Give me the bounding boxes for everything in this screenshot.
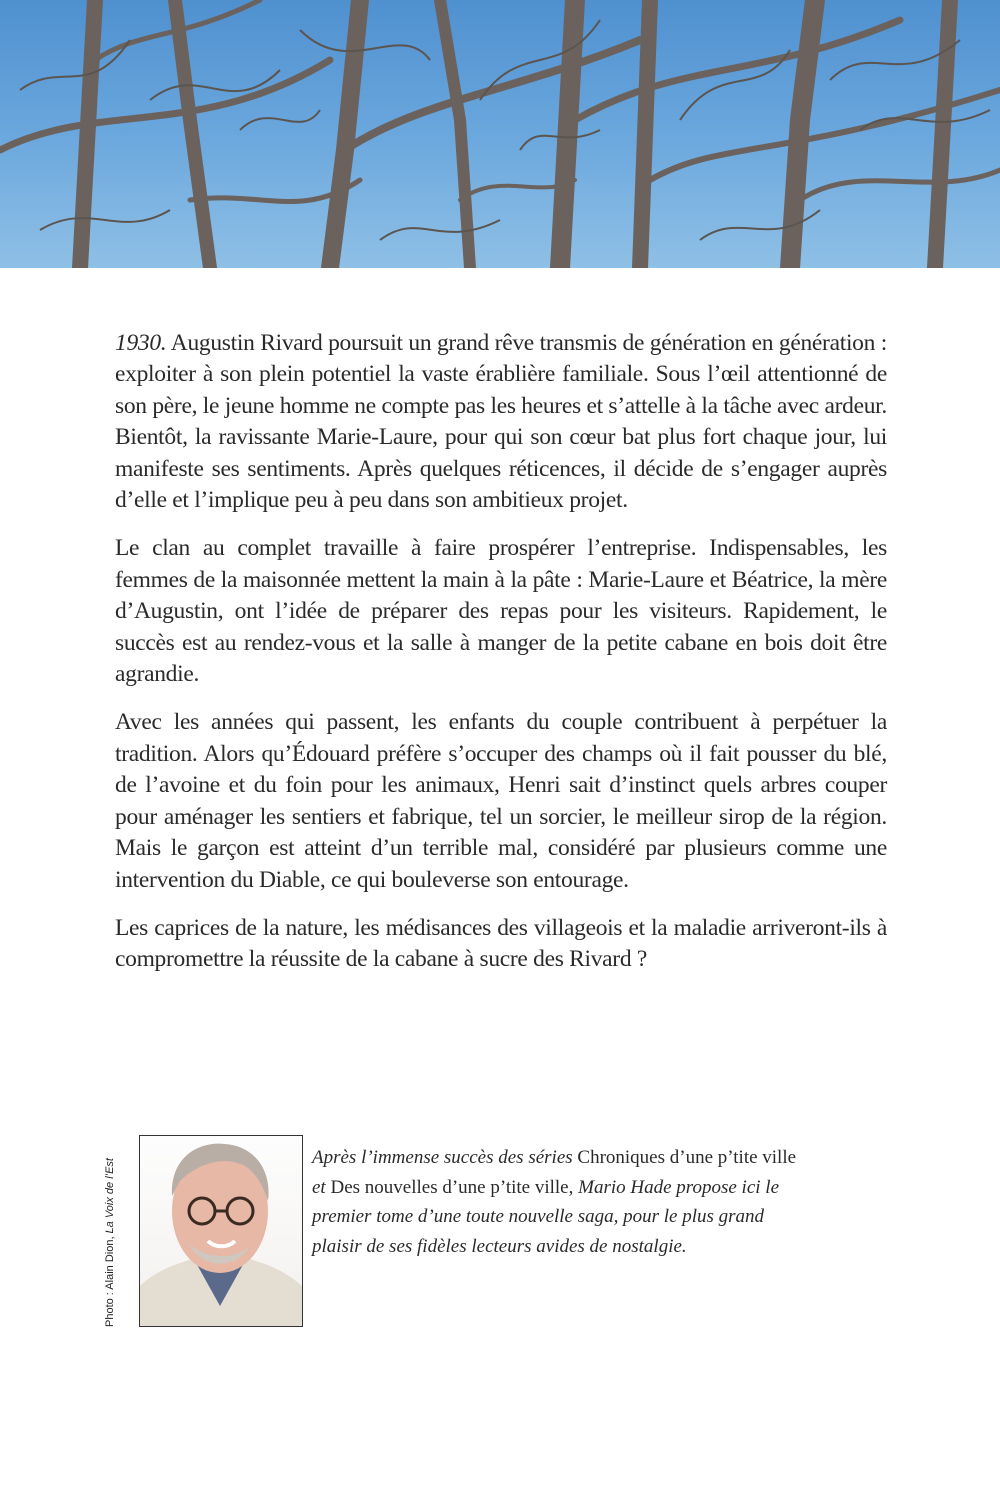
- bare-trees-illustration: [0, 0, 1000, 268]
- author-photo: [139, 1135, 303, 1327]
- summary-paragraph-2: Le clan au complet travaille à faire prospérer l’entreprise. Indispensables, les femmes de la maisonnée mettent la main à la pâte : Marie-Laure et Béatrice, la mère d’Augustin, ont l’idée de préparer des repas pour les visiteurs. Rapidement, le succès est au rendez-vous et la salle à manger de la petite cabane en bois doit être agrandie.: [115, 535, 887, 688]
- author-portrait-illustration: [140, 1136, 302, 1326]
- summary-paragraph-3: Avec les années qui passent, les enfants du couple contribuent à perpétuer la tradition. Alors qu’Édouard préfère s’occuper des champs où il fait pousser du blé, de l’avoine et du foin pour les animaux, Henri sait d’instinct quels arbres couper pour aménager les sentiers et fabrique, tel un sorcier, le meilleur sirop de la région. Mais le garçon est atteint d’un terrible mal, considéré par plusieurs comme une intervention du Diable, ce qui bouleverse son entourage.: [115, 709, 887, 893]
- bio-connector: et: [312, 1176, 331, 1198]
- photo-credit-source: La Voix de l’Est: [104, 1158, 116, 1234]
- series-title-1: Chroniques d’une p’tite ville: [577, 1147, 797, 1168]
- cover-painting-trees: [0, 0, 1000, 268]
- series-title-2: Des nouvelles d’une p’tite ville: [330, 1176, 569, 1198]
- summary-year: 1930.: [115, 330, 167, 356]
- bio-intro: Après l’immense succès des séries: [312, 1147, 578, 1168]
- bio-text: Mario Hade propose ici le premier tome d’une toute nouvelle saga, pour le plus grand plaisir de ses fidèles lecteurs avides de nostalgie.: [312, 1176, 779, 1257]
- summary-paragraph-1: [115, 328, 887, 516]
- photo-credit-prefix: Photo : Alain Dion,: [104, 1233, 116, 1327]
- photo-credit: [104, 1158, 116, 1327]
- author-bio: [312, 1143, 812, 1261]
- summary-text: Augustin Rivard poursuit un grand rêve transmis de génération en génération : exploiter à son plein potentiel la vaste érablière familiale. Sous l’œil attentionné de son père, le jeune homme ne compte pas les heures et s’attelle à la tâche avec ardeur. Bientôt, la ravissante Marie-Laure, pour qui son cœur bat plus fort chaque jour, lui manifeste ses sentiments. Après quelques réticences, il décide de s’engager auprès d’elle et l’implique peu à peu dans son ambitieux projet.: [115, 330, 887, 514]
- bio-comma: ,: [568, 1176, 579, 1198]
- summary-paragraph-4: Les caprices de la nature, les médisances des villageois et la maladie arriveront-ils à compromettre la réussite de la cabane à sucre des Rivard ?: [115, 914, 887, 973]
- back-cover-summary: [115, 328, 887, 993]
